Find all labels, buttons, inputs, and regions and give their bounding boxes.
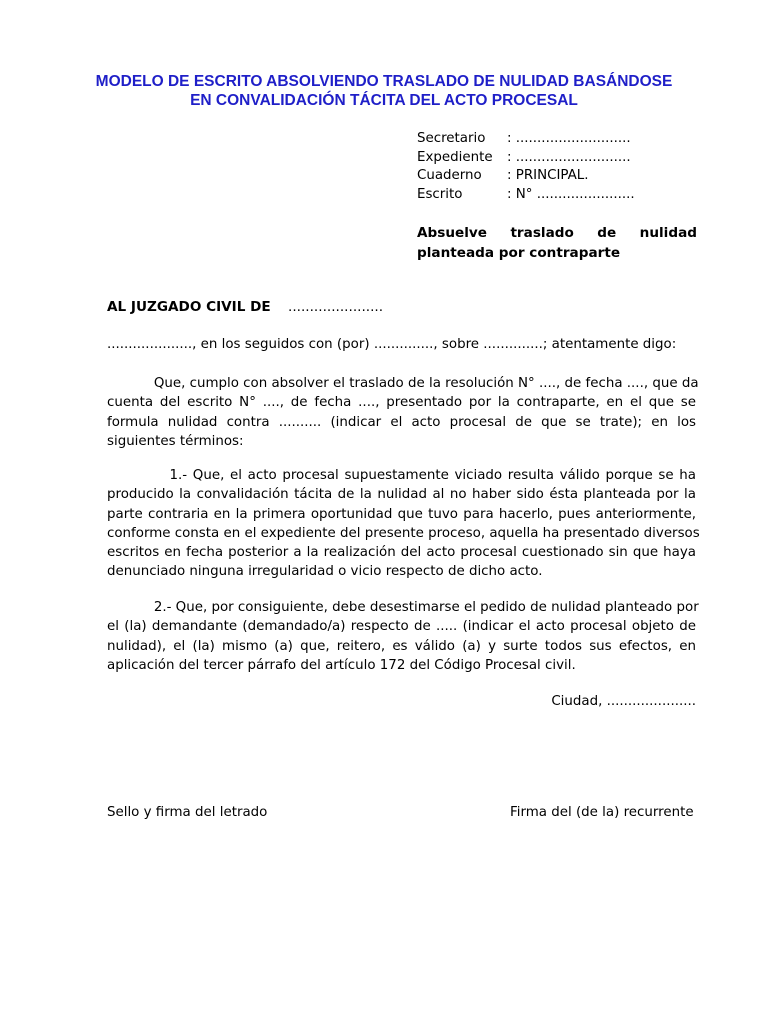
paragraph-line: nulidad), el (la) mismo (a) que, reitero, es válido (a) y surte todos sus efectos, en <box>107 638 696 654</box>
paragraph-line: producido la convalidación tácita de la nulidad al no haber sido ésta planteada por la <box>107 487 696 503</box>
meta-row-escrito <box>417 186 635 205</box>
document-title <box>60 72 708 110</box>
title-line-2: EN CONVALIDACIÓN TÁCITA DEL ACTO PROCESAL <box>190 92 578 109</box>
appellant-signature-label: Firma del (de la) recurrente <box>510 805 694 820</box>
paragraph-line: formula nulidad contra .......... (indicar el acto procesal de que se trate); en los <box>107 414 696 430</box>
case-metadata <box>417 130 635 204</box>
paragraph-line: denunciado ninguna irregularidad o vicio respecto de dicho acto. <box>107 564 543 580</box>
subject-word: Absuelve <box>417 225 487 241</box>
meta-value: : N° ....................... <box>507 186 635 202</box>
meta-row-expediente <box>417 149 635 168</box>
paragraph-line: escritos en fecha posterior a la realización del acto procesal cuestionado sin que haya <box>107 545 696 561</box>
paragraph-line: cuenta del escrito N° ...., de fecha ...., presentado por la contraparte, en el que se <box>107 395 696 411</box>
paragraph-line: parte contraria en la primera oportunidad que tuvo para hacerlo, pues anteriormente, <box>107 506 696 522</box>
paragraph-2 <box>107 466 700 582</box>
document-subject <box>417 223 697 263</box>
subject-word: traslado <box>510 225 574 241</box>
paragraph-line: 1.- Que, el acto procesal supuestamente viciado resulta válido porque se ha <box>107 468 696 483</box>
court-addressee <box>107 299 383 315</box>
court-label: AL JUZGADO CIVIL DE <box>107 299 271 315</box>
meta-label: Expediente <box>417 149 493 165</box>
paragraph-line: 2.- Que, por consiguiente, debe desestimarse el pedido de nulidad planteado por <box>107 600 699 615</box>
paragraph-1 <box>107 374 699 451</box>
paragraph-line: conforme consta en el expediente del presente proceso, aquella ha presentado diversos <box>107 525 700 541</box>
intro-line: ...................., en los seguidos con (por) .............., sobre ..............; atentamente digo: <box>107 337 677 352</box>
meta-value: : ........................... <box>507 131 631 146</box>
subject-word: nulidad <box>639 225 697 241</box>
paragraph-line: aplicación del tercer párrafo del artículo 172 del Código Procesal civil. <box>107 657 576 673</box>
meta-value: : ........................... <box>507 149 631 165</box>
paragraph-line: Que, cumplo con absolver el traslado de la resolución N° ...., de fecha ...., que da <box>107 376 699 391</box>
paragraph-line: el (la) demandante (demandado/a) respecto de ..... (indicar el acto procesal objeto de <box>107 619 696 635</box>
subject-line-2: planteada por contraparte <box>417 245 621 261</box>
lawyer-signature-label: Sello y firma del letrado <box>107 805 268 820</box>
title-line-1: MODELO DE ESCRITO ABSOLVIENDO TRASLADO DE NULIDAD BASÁNDOSE <box>95 73 673 90</box>
paragraph-3 <box>107 598 699 675</box>
meta-label: Escrito <box>417 186 463 202</box>
meta-row-cuaderno <box>417 167 635 186</box>
paragraph-line: siguientes términos: <box>107 433 244 449</box>
meta-row-secretario <box>417 130 635 149</box>
city-date-line: Ciudad, ..................... <box>551 694 696 709</box>
court-dots: ...................... <box>288 299 384 315</box>
meta-label: Secretario <box>417 131 486 146</box>
meta-value: : PRINCIPAL. <box>507 168 589 184</box>
subject-word: de <box>597 225 617 241</box>
subject-line-1 <box>417 223 697 243</box>
meta-label: Cuaderno <box>417 168 482 184</box>
